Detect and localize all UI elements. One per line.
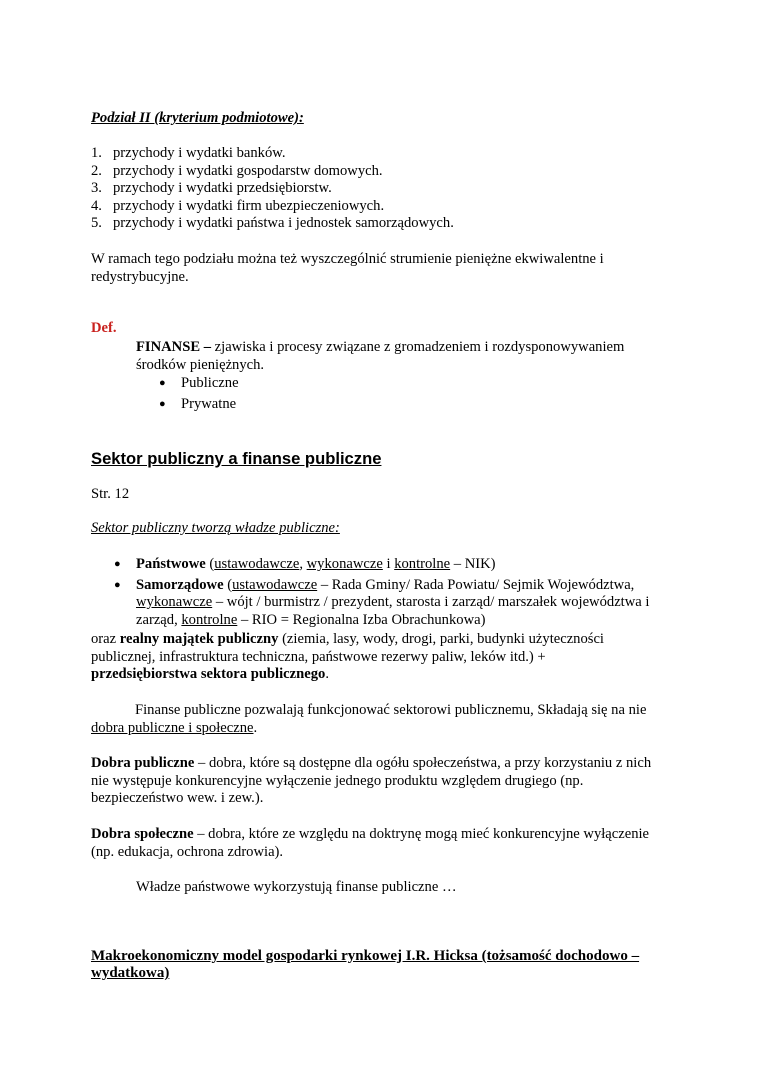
model-heading: Makroekonomiczny model gospodarki rynkowej I.R. Hicksa (tożsamość dochodowo – wydatkowa) [91, 948, 640, 981]
list-item: 5. przychody i wydatki państwa i jednostek samorządowych. [91, 215, 454, 231]
podzial-note: W ramach tego podziału można też wyszczególnić strumienie pieniężne ekwiwalentne i redystrybucyjne. [91, 251, 604, 285]
page-reference: Str. 12 [91, 486, 130, 502]
podzial-heading: Podział II (kryterium podmiotowe): [91, 110, 304, 126]
podzial-list [91, 145, 671, 233]
list-item: 3. przychody i wydatki przedsiębiorstw. [91, 180, 332, 196]
list-item: ● Prywatne [159, 396, 459, 414]
oraz-paragraph: oraz realny majątek publiczny (ziemia, lasy, wody, drogi, parki, budynki użyteczności publicznej, infrastruktura techniczna, państwowe rezerwy paliw, leków itd.) + przedsiębiorstwa sektora publicznego. [91, 631, 604, 682]
list-item: ● Państwowe (ustawodawcze, wykonawcze i kontrolne – NIK) [114, 556, 674, 574]
def-label: Def. [91, 320, 117, 336]
def-list [159, 375, 459, 413]
dobra-spoleczne-paragraph: Dobra społeczne – dobra, które ze względu na doktrynę mogą mieć konkurencyjne wyłączenie (np. edukacja, ochrona zdrowia). [91, 826, 650, 860]
sektor-subheading: Sektor publiczny tworzą władze publiczne: [91, 520, 340, 536]
sektor-heading: Sektor publiczny a finanse publiczne [91, 449, 382, 468]
finanse-paragraph: Finanse publiczne pozwalają funkcjonować sektorowi publicznemu, Składają się na nie dobra publiczne i społeczne. [91, 702, 647, 736]
list-item: ● Samorządowe (ustawodawcze – Rada Gminy/ Rada Powiatu/ Sejmik Województwa, wykonawcze – wójt / burmistrz / prezydent, starosta i zarząd/ marszałek województwa i zarząd, kontrolne – RIO = Regionalna Izba Obrachunkowa) [114, 577, 674, 630]
list-item: ● Publiczne [159, 375, 459, 393]
wladze-paragraph: Władze państwowe wykorzystują finanse publiczne … [136, 879, 457, 895]
wladze-list [114, 556, 674, 629]
list-item: 4. przychody i wydatki firm ubezpieczeniowych. [91, 197, 385, 214]
list-item: 1. przychody i wydatki banków. [91, 145, 286, 161]
dobra-publiczne-paragraph: Dobra publiczne – dobra, które są dostępne dla ogółu społeczeństwa, a przy korzystaniu z nich nie występuje konkurencyjne wyłączenie jednego produktu względem drugiego (np. bezpieczeństwo wew. i zew.). [91, 755, 652, 806]
def-text: FINANSE – zjawiska i procesy związane z gromadzeniem i rozdysponowywaniem środków pieniężnych. [136, 339, 625, 373]
list-item: 2. przychody i wydatki gospodarstw domowych. [91, 162, 383, 179]
